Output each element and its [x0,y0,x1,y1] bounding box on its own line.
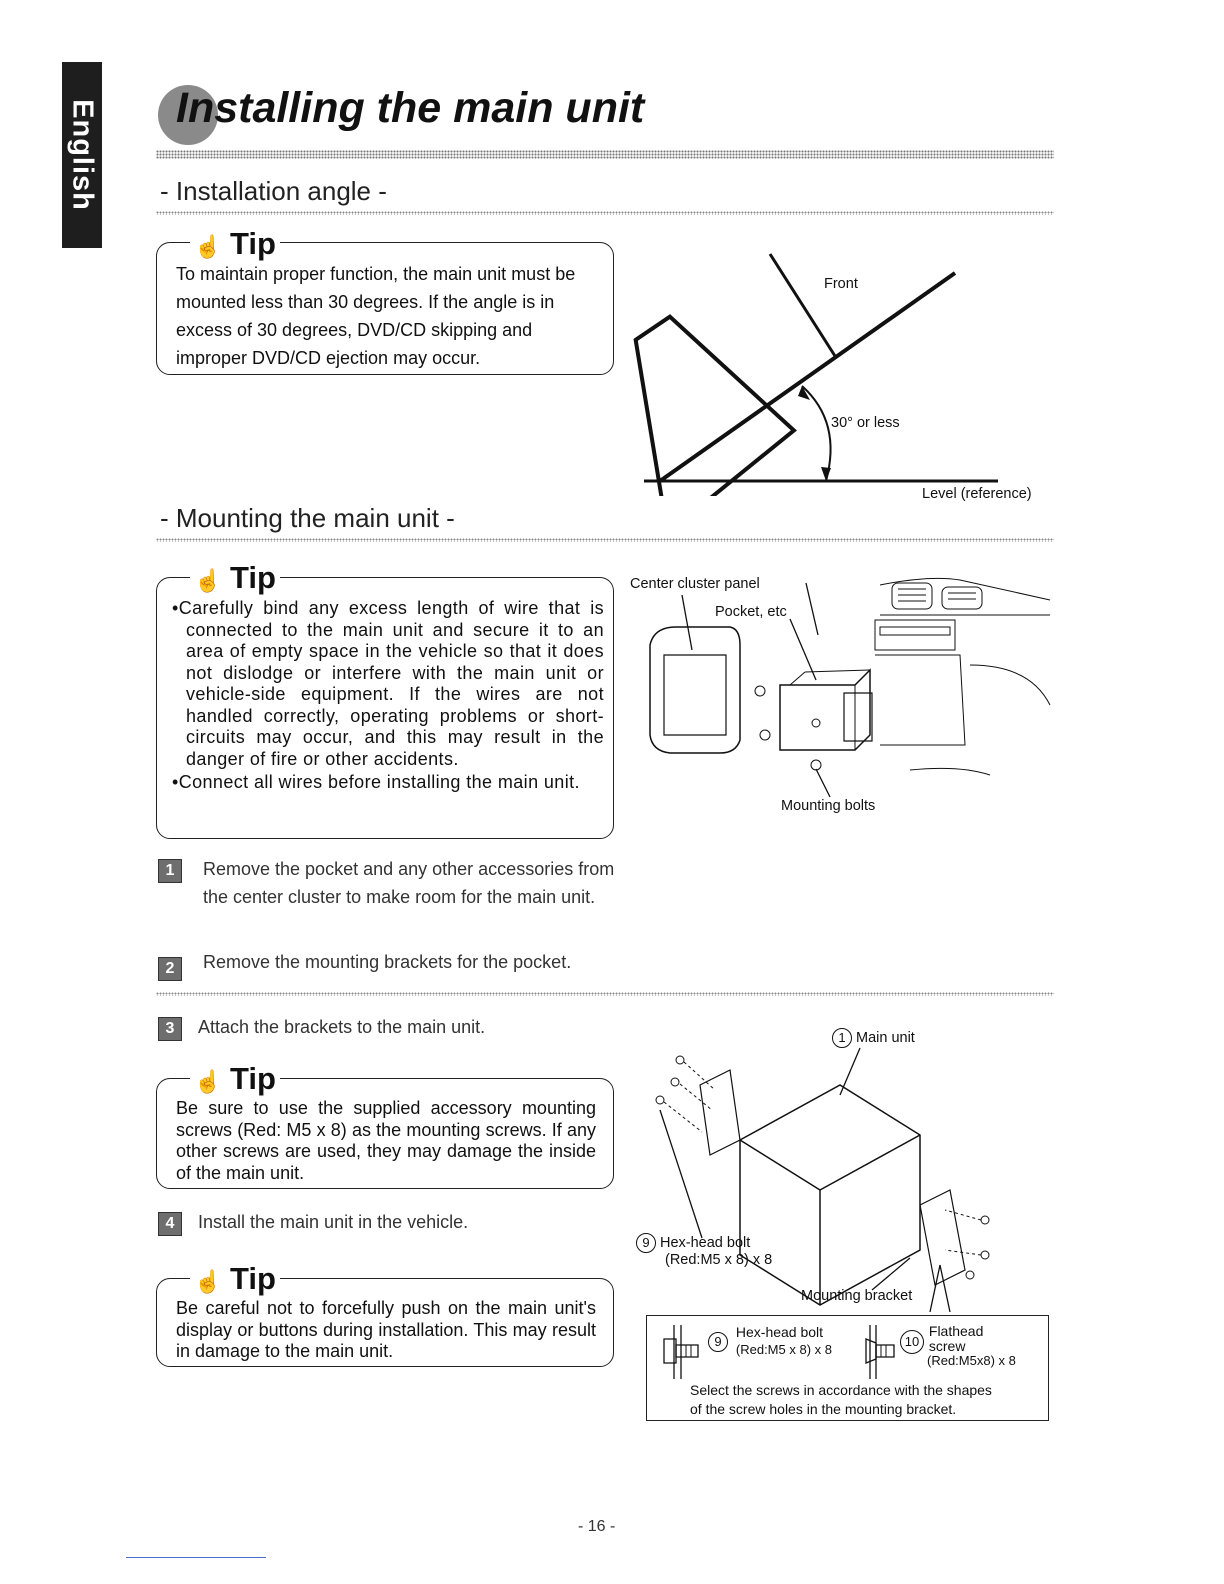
section-heading-mounting: - Mounting the main unit - [160,503,455,533]
step-text-3: Attach the brackets to the main unit. [198,1017,486,1037]
label-center-cluster-panel: Center cluster panel [630,576,760,592]
unit-front-edge [770,254,835,356]
legend-flathead-screw: 10 Flathead screw [900,1324,983,1354]
page-number: - 16 - [578,1518,616,1535]
hex-bolt-icon [664,1325,698,1379]
label-level: Level (reference) [922,486,1032,502]
step-text-4: Install the main unit in the vehicle. [198,1212,469,1232]
label-hex-bolt-spec: (Red:M5 x 8) x 8 [665,1252,773,1268]
label-front: Front [824,276,858,292]
label-main-unit: 1 Main unit [832,1028,915,1048]
legend-flathead-spec: (Red:M5x8) x 8 [927,1353,1016,1368]
pointing-hand-icon: ☝ [194,568,222,593]
section-rule [156,538,1054,542]
pointing-hand-icon: ☝ [194,234,222,259]
step-badge-4: 4 [158,1212,182,1236]
legend-note: Select the screws in accordance with the shapes of the screw holes in the mounting bracket. [690,1382,992,1417]
pointing-hand-icon: ☝ [194,1269,222,1294]
right-bracket [920,1190,965,1285]
tip-heading: ☝ Tip [190,1061,280,1097]
step-badge-1: 1 [158,859,182,883]
label-mounting-bolts: Mounting bolts [781,798,876,814]
legend-hex-bolt: 9 Hex-head bolt (Red:M5 x 8) x 8 [708,1324,832,1358]
step-badge-3: 3 [158,1017,182,1041]
slope-line [660,273,955,481]
language-tab [62,62,102,248]
step-text-2: Remove the mounting brackets for the pocket. [203,952,572,972]
installation-angle-figure [620,236,1050,496]
section-heading-installation-angle: - Installation angle - [160,176,387,206]
tip-text-screws: Be sure to use the supplied accessory mounting screws (Red: M5 x 8) as the mounting screws. If any other screws are used, they may damage the inside of the main unit. [176,1098,596,1183]
tip-heading: ☝ Tip [190,1261,280,1297]
dashboard-figure [630,575,1055,800]
label-pocket: Pocket, etc [715,604,787,620]
main-unit-leader [840,1048,860,1095]
label-hex-bolt: 9 Hex-head bolt [636,1233,750,1253]
angle-arc [802,386,831,481]
footer-line [126,1557,266,1558]
section-rule [156,992,1054,996]
title-rule [156,150,1054,159]
tip-heading: ☝ Tip [190,226,280,262]
label-mounting-bracket: Mounting bracket [801,1288,913,1304]
main-unit-outline [635,312,797,496]
tip-text-angle: To maintain proper function, the main unit must be mounted less than 30 degrees. If the angle is in excess of 30 degrees, DVD/CD skipping and improper DVD/CD ejection may occur. [176,264,576,368]
step-badge-2: 2 [158,957,182,981]
flathead-screw-icon [866,1325,894,1379]
pointing-hand-icon: ☝ [194,1069,222,1094]
section-rule [156,211,1054,215]
arrow-head-bottom [821,467,831,481]
language-tab-label: English [66,99,99,211]
left-bracket [700,1070,740,1155]
tip-heading: ☝ Tip [190,560,280,596]
page-title: Installing the main unit [176,84,645,132]
step-text-1: Remove the pocket and any other accessories from the center cluster to make room for the main unit. [203,859,615,907]
hex-bolt-leader [660,1110,702,1238]
tip-text-wiring: •Carefully bind any excess length of wire that is connected to the main unit and secure it to an area of empty space in the vehicle so that it does not dislodge or interfere with the main unit or vehicle-side equipment. If the wires are not handled correctly, operating problems or short-circuits may occur, and this may result in the danger of fire or other accidents. •Connect all wires before installing the main unit. [172,598,604,792]
label-angle: 30° or less [831,415,900,431]
tip-text-careful: Be careful not to forcefully push on the main unit's display or buttons during installation. This may result in damage to the main unit. [176,1298,596,1361]
bracket-attachment-figure [640,1040,1060,1330]
